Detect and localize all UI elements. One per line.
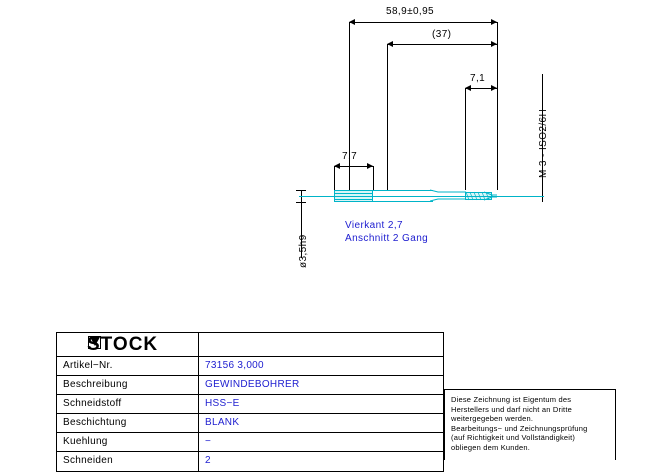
dim-line-overall-length bbox=[349, 22, 497, 23]
row-label-schneidstoff: Schneidstoff bbox=[57, 395, 199, 413]
dim-arrow-right-thread bbox=[491, 85, 497, 91]
table-row bbox=[57, 376, 443, 395]
notice-line-6: obliegen dem Kunden. bbox=[451, 442, 531, 452]
tap-centre-axis bbox=[299, 196, 544, 197]
row-value-schneidstoff: HSS−E bbox=[205, 398, 240, 409]
title-block-logo-blank bbox=[199, 333, 443, 356]
dim-arrow-right-reference bbox=[491, 41, 497, 47]
tick-shank-diameter-top bbox=[296, 190, 306, 191]
row-label-beschreibung: Beschreibung bbox=[57, 376, 199, 394]
dim-label-reference-length: (37) bbox=[432, 29, 452, 40]
tap-square-chamfer-top bbox=[334, 193, 373, 194]
ext-line-right-square bbox=[373, 166, 374, 190]
row-label-kuehlung: Kuehlung bbox=[57, 433, 199, 451]
tick-shank-diameter-bottom bbox=[296, 202, 306, 203]
dim-label-thread-length: 7,1 bbox=[470, 73, 486, 84]
notice-line-3: weitergegeben werden. bbox=[451, 414, 534, 423]
tap-shank-top bbox=[373, 190, 433, 191]
notice-line-2: Herstellers und darf nicht an Dritte bbox=[451, 404, 572, 414]
ext-line-left-reference bbox=[387, 44, 388, 190]
ext-line-right-overall bbox=[497, 22, 498, 190]
tap-square-chamfer-bottom bbox=[334, 199, 373, 200]
notice-line-5: (auf Richtigkeit und Vollständigkeit) bbox=[451, 433, 576, 442]
note-anschnitt: Anschnitt 2 Gang bbox=[345, 233, 429, 244]
row-label-beschichtung: Beschichtung bbox=[57, 414, 199, 432]
brand-logo bbox=[57, 333, 199, 356]
dim-label-overall-length: 58,9±0,95 bbox=[386, 6, 435, 17]
table-row bbox=[57, 433, 443, 452]
row-value-kuehlung: − bbox=[205, 436, 212, 447]
title-block bbox=[56, 332, 444, 472]
row-value-schneiden: 2 bbox=[205, 455, 211, 466]
table-row bbox=[57, 395, 443, 414]
brand-name: STOCK bbox=[87, 334, 159, 355]
ext-line-left-thread bbox=[465, 88, 466, 190]
dim-label-shank-diameter: ø3,5h9 bbox=[298, 234, 309, 268]
legal-notice-box bbox=[444, 389, 616, 460]
row-label-artikel-nr: Artikel−Nr. bbox=[57, 357, 199, 375]
notice-line-1: Diese Zeichnung ist Eigentum des bbox=[451, 395, 572, 404]
row-value-artikel-nr: 73156 3,000 bbox=[205, 360, 264, 371]
notice-line-4: Bearbeitungs− und Zeichnungsprüfung bbox=[451, 423, 588, 433]
ext-line-left-square bbox=[334, 166, 335, 190]
table-row bbox=[57, 414, 443, 433]
note-vierkant: Vierkant 2,7 bbox=[345, 220, 403, 231]
table-row bbox=[57, 452, 443, 471]
row-label-schneiden: Schneiden bbox=[57, 452, 199, 471]
ext-line-left-overall bbox=[349, 22, 350, 190]
dim-line-reference-length bbox=[387, 44, 497, 45]
table-row bbox=[57, 357, 443, 376]
title-block-logo-row bbox=[57, 333, 443, 357]
tap-shank-bottom bbox=[373, 201, 433, 202]
row-value-beschichtung: BLANK bbox=[205, 417, 240, 428]
dim-label-thread-spec: M 3 - ISO2/6H bbox=[538, 108, 549, 178]
dim-label-square-length: 7,7 bbox=[342, 151, 358, 162]
row-value-beschreibung: GEWINDEBOHRER bbox=[205, 379, 300, 390]
